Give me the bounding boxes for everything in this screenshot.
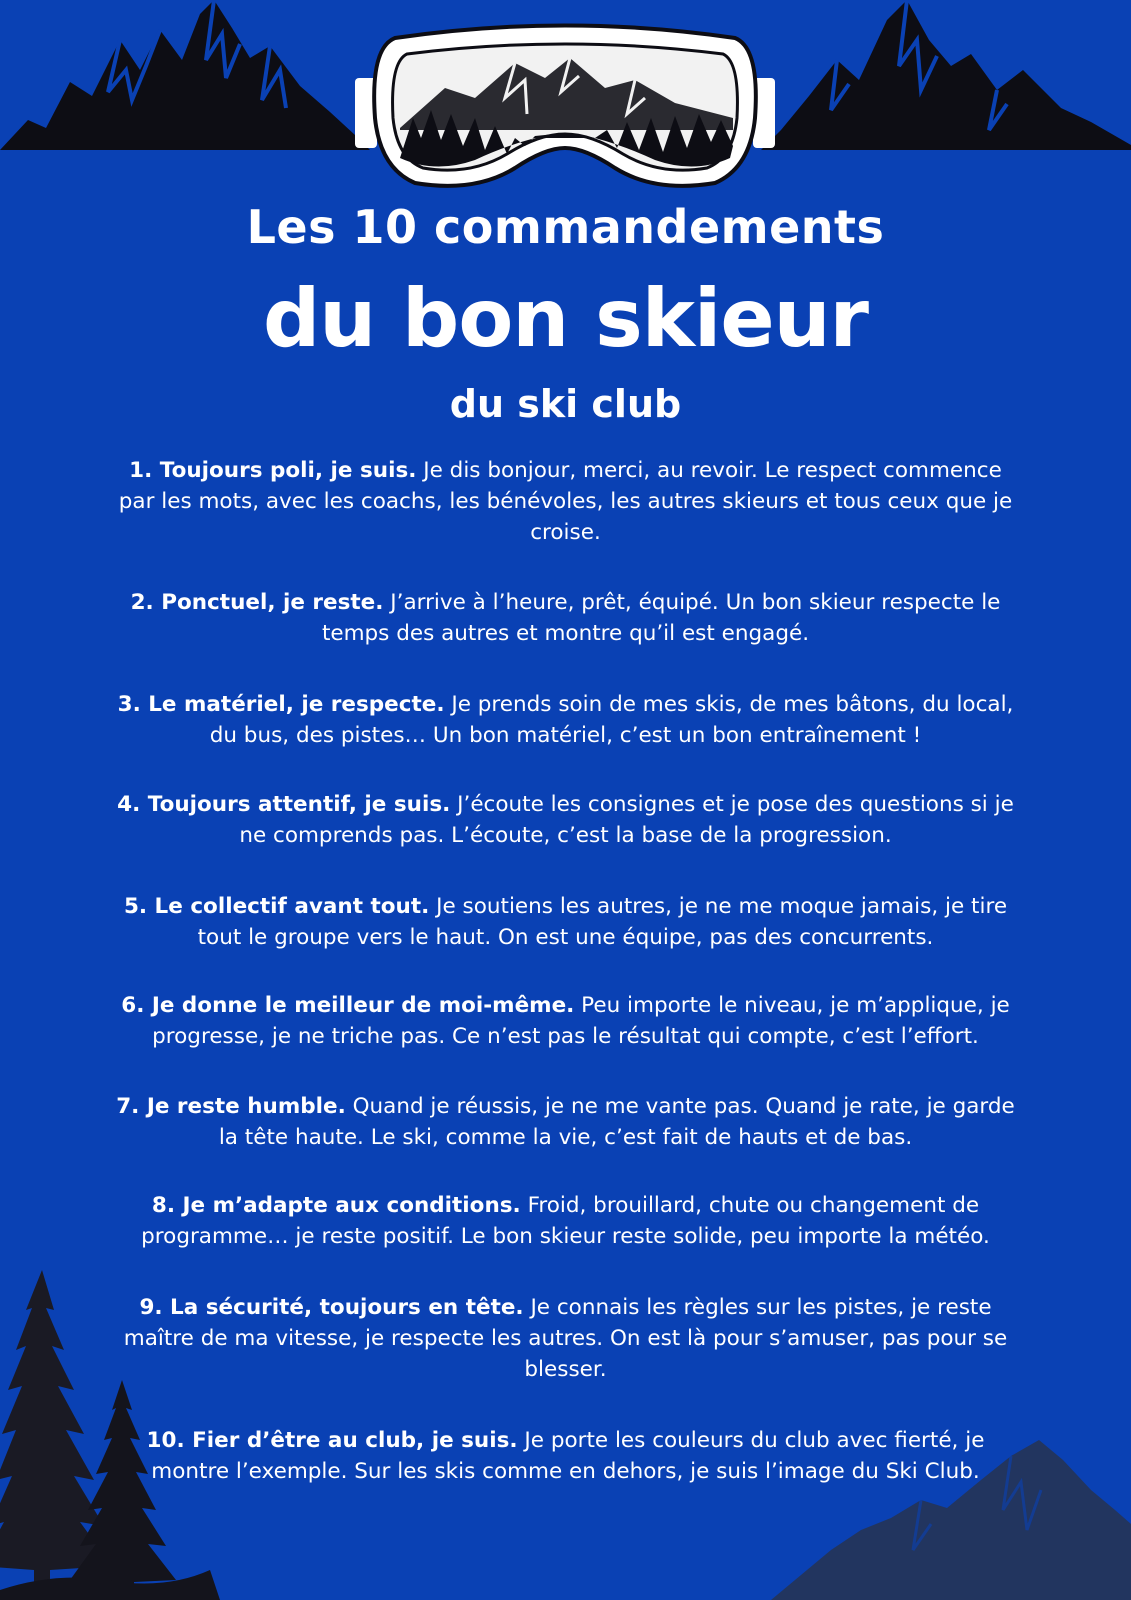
rule-text: Je connais les règles sur les pistes, je reste maître de ma vitesse, je respecte les autres. On est là pour s’amuser, pas pour se blesser. bbox=[123, 1295, 1008, 1382]
ski-goggles-icon bbox=[355, 18, 775, 203]
mountain-range-left-icon bbox=[0, 0, 370, 160]
rule-text: Froid, brouillard, chute ou changement de programme… je reste positif. Le bon skieur reste solide, peu importe la météo. bbox=[141, 1193, 990, 1249]
rule-item bbox=[112, 990, 1019, 1052]
rule-text: Je porte les couleurs du club avec fierté, je montre l’exemple. Sur les skis comme en dehors, je suis l’image du Ski Club. bbox=[151, 1428, 985, 1484]
rule-lead: 8. Je m’adapte aux conditions. bbox=[151, 1193, 521, 1218]
rule-item bbox=[112, 891, 1019, 953]
rule-item bbox=[112, 1425, 1019, 1487]
rule-text: Je dis bonjour, merci, au revoir. Le respect commence par les mots, avec les coachs, les bénévoles, les autres skieurs et tous ceux que je croise. bbox=[118, 458, 1013, 545]
rule-text: Quand je réussis, je ne me vante pas. Quand je rate, je garde la tête haute. Le ski, comme la vie, c’est fait de hauts et de bas. bbox=[218, 1094, 1015, 1150]
rule-item bbox=[112, 789, 1019, 851]
title-line-2: du bon skieur bbox=[262, 272, 868, 365]
rule-item bbox=[112, 1091, 1019, 1153]
rule-lead: 4. Toujours attentif, je suis. bbox=[117, 792, 451, 817]
rule-lead: 1. Toujours poli, je suis. bbox=[129, 458, 417, 483]
rule-lead: 2. Ponctuel, je reste. bbox=[130, 590, 384, 615]
rule-text: Peu importe le niveau, je m’applique, je progresse, je ne triche pas. Ce n’est pas le résultat qui compte, c’est l’effort. bbox=[152, 993, 1010, 1049]
rule-item bbox=[112, 587, 1019, 649]
rule-item bbox=[112, 1292, 1019, 1385]
mountain-range-right-icon bbox=[761, 0, 1131, 160]
rule-text: J’écoute les consignes et je pose des questions si je ne comprends pas. L’écoute, c’est la base de la progression. bbox=[239, 792, 1014, 848]
title-line-1: Les 10 commandements bbox=[246, 200, 885, 254]
rule-item bbox=[112, 1190, 1019, 1252]
rule-lead: 6. Je donne le meilleur de moi-même. bbox=[121, 993, 575, 1018]
rule-lead: 5. Le collectif avant tout. bbox=[123, 894, 430, 919]
rule-text: Je soutiens les autres, je ne me moque jamais, je tire tout le groupe vers le haut. On est une équipe, pas des concurrents. bbox=[197, 894, 1008, 950]
rule-lead: 10. Fier d’être au club, je suis. bbox=[146, 1428, 518, 1453]
rule-text: Je prends soin de mes skis, de mes bâtons, du local, du bus, des pistes… Un bon matériel, c’est un bon entraînement ! bbox=[209, 692, 1014, 748]
rule-item bbox=[112, 689, 1019, 751]
rule-item bbox=[112, 455, 1019, 548]
rule-lead: 3. Le matériel, je respecte. bbox=[117, 692, 445, 717]
title-line-3: du ski club bbox=[449, 382, 682, 426]
rule-lead: 7. Je reste humble. bbox=[116, 1094, 346, 1119]
rule-lead: 9. La sécurité, toujours en tête. bbox=[139, 1295, 524, 1320]
rule-text: J’arrive à l’heure, prêt, équipé. Un bon skieur respecte le temps des autres et montre qu’il est engagé. bbox=[321, 590, 1001, 646]
